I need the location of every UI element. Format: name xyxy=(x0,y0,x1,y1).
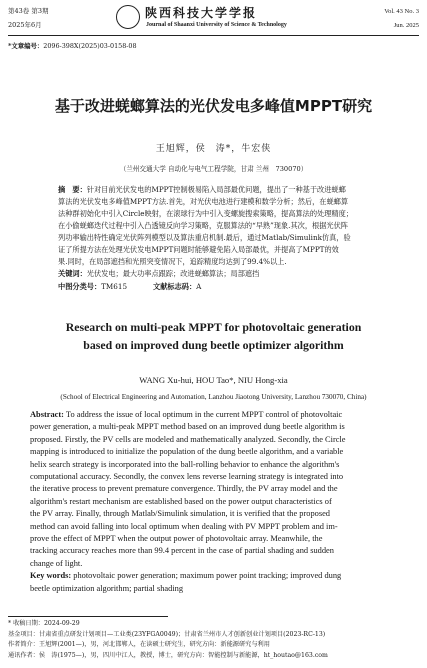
abstract-en-line: computational accuracy. Secondly, the convex lens reverse learning strategy is integrated into xyxy=(30,472,344,482)
title-en xyxy=(0,318,427,354)
abstract-cn-line: 算法的光伏发电多峰值MPPT方法.首先，对光伏电池进行建模和数学分析；然后，在蜣螂算 xyxy=(58,197,349,206)
affiliation-en: (School of Electrical Engineering and Automation, Lanzhou Jiaotong University, Lanzhou 730070, China) xyxy=(60,393,367,401)
title-cn: 基于改进蜣螂算法的光伏发电多峰值MPPT研究 xyxy=(54,97,373,115)
header-journal-cn: 陕西科技大学学报 xyxy=(145,6,258,20)
title-en-line: Research on multi-peak MPPT for photovoltaic generation xyxy=(65,320,362,334)
title-en-line: based on improved dung beetle optimizer algorithm xyxy=(83,338,344,352)
abstract-en-line: algorithm's restart mechanism are established based on the power output characteristics of xyxy=(30,496,332,506)
abstract-en-line: the PV array. Finally, through Matlab/Simulink simulation, it is verified that the proposed xyxy=(30,509,330,519)
footnote-corresponding: 通讯作者：侯 涛(1975—)，男，四川中江人，教授，博士，研究方向：智能控制与新能源，ht_houtao@163.com xyxy=(8,651,328,659)
footnote-rule xyxy=(8,616,168,617)
article-number: *文章编号：2096-398X(2025)03-0158-08 xyxy=(8,42,137,50)
abstract-en xyxy=(30,409,398,595)
authors-en: WANG Xu-hui, HOU Tao*, NIU Hong-xia xyxy=(139,375,288,385)
abstract-en-line: mapping is introduced to initialize the population of the dung beetle algorithm, and a variable xyxy=(30,447,344,457)
affiliation-cn: （兰州交通大学 自动化与电气工程学院，甘肃 兰州 730070） xyxy=(119,165,308,173)
abstract-cn-line: 果.同时，在局部遮挡和光照突变情况下，追踪精度均达到了99.4%以上. xyxy=(58,257,287,266)
keywords-en: Key words: photovoltaic power generation; maximum power point tracking; improved dung xyxy=(30,571,342,581)
abstract-en-line: Abstract: To address the issue of local optimum in the current MPPT control of photovoltaic xyxy=(30,410,343,419)
header-rule xyxy=(8,35,419,36)
abstract-en-line: method can avoid falling into local optimum when dealing with PV MPPT problem and im- xyxy=(30,521,338,531)
journal-logo xyxy=(116,5,140,29)
header-date-en: Jun. 2025 xyxy=(393,22,419,29)
header-volume-cn: 第43卷 第3期 xyxy=(8,7,49,15)
footnote-received: * 收稿日期：2024-09-29 xyxy=(8,620,80,627)
header-date-cn: 2025年6月 xyxy=(8,21,42,29)
header-journal-en: Journal of Shaanxi University of Science & Technology xyxy=(146,22,287,28)
abstract-cn xyxy=(58,184,378,268)
abstract-en-line: power generation, a multi-peak MPPT method based on an improved dung beetle algorithm is xyxy=(30,422,345,432)
abstract-cn-line: 法种群初始化中引入Circle映射，在滚球行为中引入变螺旋搜索策略，提高算法的处理精度； xyxy=(58,209,353,218)
abstract-en-line: proposed. Firstly, the PV cells are modeled and mathematically analyzed. Secondly, the Circle xyxy=(30,434,346,444)
abstract-en-line: the iterative process to prevent premature convergence. Thirdly, the PV array model and the xyxy=(30,484,338,494)
abstract-cn-line: 摘 要：针对目前光伏发电的MPPT控制极易陷入局部最优问题，提出了一种基于改进蜣螂 xyxy=(58,185,346,194)
abstract-en-line: tracking accuracy reaches more than 99.4 percent in the case of partial shading and sudden xyxy=(30,546,334,556)
classification-line: 中图分类号：TM615 文献标志码：A xyxy=(58,282,202,291)
footnote-author: 作者简介：王旭辉(2001—)，男，河北邯郸人，在读硕士研究生，研究方向：新能源研究与利用 xyxy=(8,641,270,648)
abstract-en-line: helix search strategy is incorporated into the ball-rolling behavior to enhance the algorithm's xyxy=(30,459,340,469)
abstract-cn-line: 在小偷蜣螂迭代过程中引入凸透镜反向学习策略，克服算法的“早熟”现象.其次，根据光伏阵 xyxy=(58,221,348,230)
footnote-fund: 基金项目：甘肃省重点研发计划项目—工业类(23YFGA0049)；甘肃省兰州市人才创新创业计划项目(2023-RC-13) xyxy=(8,630,326,638)
abstract-cn-line: 证了所提方法在处理光伏发电MPPT问题时能够避免陷入局部最优，并提高了MPPT的效 xyxy=(58,245,339,254)
header-volume-en: Vol. 43 No. 3 xyxy=(384,8,419,15)
footnotes xyxy=(8,619,423,661)
abstract-cn-line: 列功率输出特性确定光伏阵列模型以及算法重启机制.最后，通过Matlab/Simulink仿真，验 xyxy=(58,233,351,242)
keywords-en-cont: beetle optimization algorithm; partial shading xyxy=(30,583,184,593)
authors-cn: 王旭辉，侯 涛*，牛宏侠 xyxy=(155,144,272,154)
abstract-en-line: change of light. xyxy=(30,558,83,568)
abstract-en-line: prove the effect of MPPT when the output power of photovoltaic array. Meanwhile, the xyxy=(30,534,323,544)
keywords-cn: 关键词：光伏发电；最大功率点跟踪；改进蜣螂算法；局部遮挡 xyxy=(58,269,260,278)
